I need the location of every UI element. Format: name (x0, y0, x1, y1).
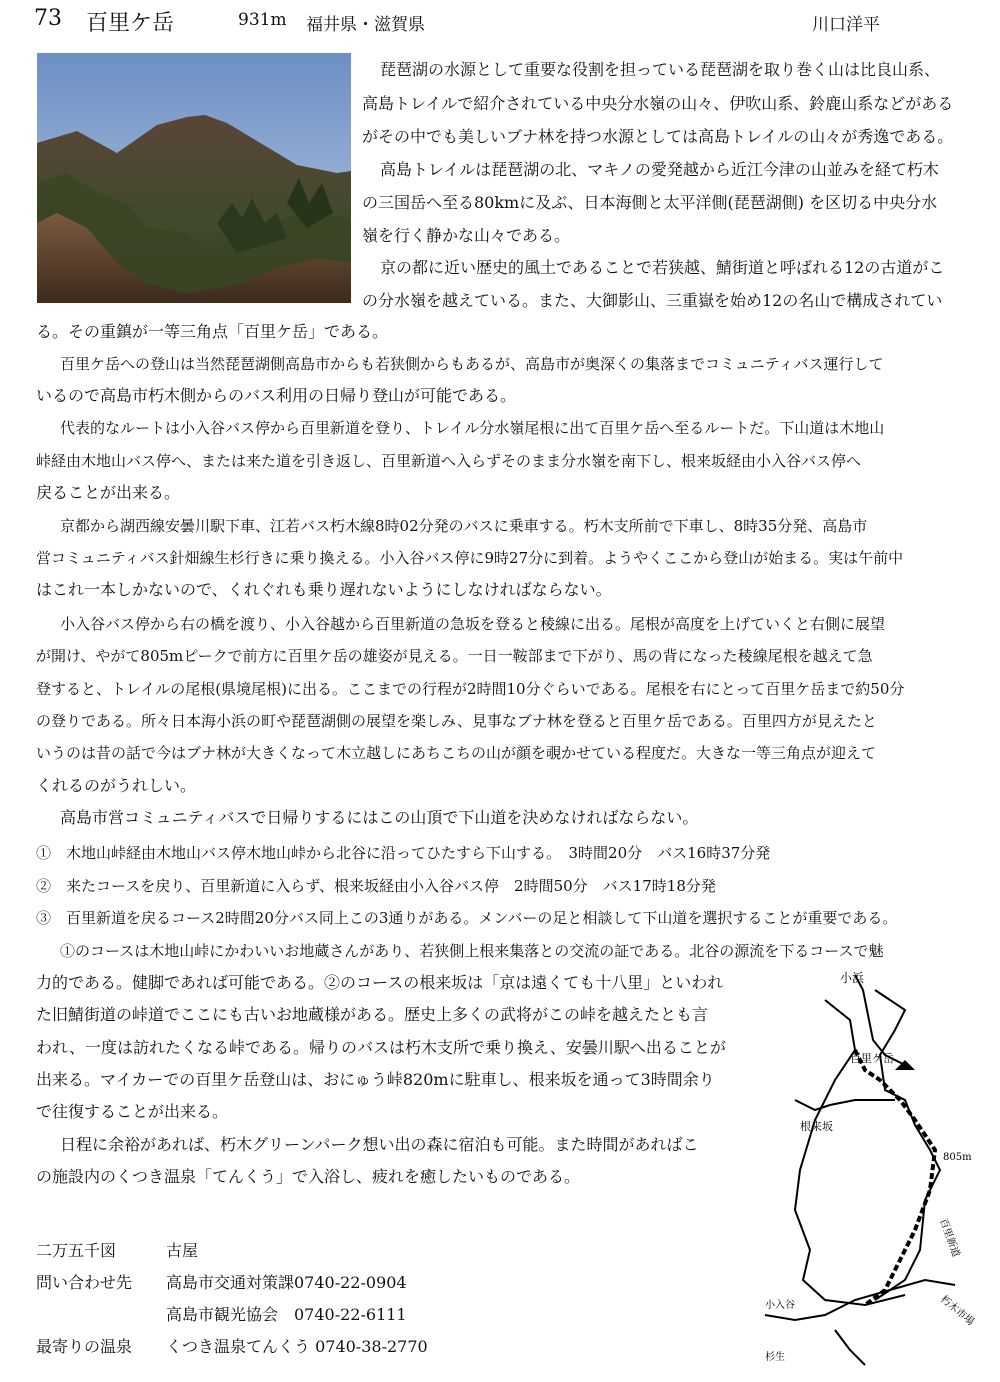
body-line: 登すると、トレイルの尾根(県境尾根)に出る。ここまでの行程が2時間10分ぐらいである。尾根を右にとって百里ケ岳まで約50分 (36, 680, 905, 698)
map-label-peak: 百里ケ岳 (850, 1052, 894, 1065)
body-line: る。その重鎮が一等三角点「百里ケ岳」である。 (36, 322, 389, 341)
body-line: 京の都に近い歴史的風土であることで若狭越、鯖街道と呼ばれる12の古道がこ (380, 258, 945, 277)
mountain-photo-image (37, 53, 351, 303)
body-line: 嶺を行く静かな山々である。 (362, 226, 571, 245)
body-line: の三国岳へ至る80kmに及ぶ、日本海側と太平洋側(琵琶湖側) を区切る中央分水 (362, 193, 938, 212)
mountain-photo (37, 53, 351, 303)
map-label-top: 小浜 (840, 971, 865, 985)
body-line: 代表的なルートは小入谷バス停から百里新道を登り、トレイル分水嶺尾根に出て百里ケ岳へ至るルートだ。下山道は木地山 (60, 419, 885, 437)
onsen-label: 最寄りの温泉 (36, 1337, 133, 1356)
body-line: ①のコースは木地山峠にかわいいお地蔵さんがあり、若狭側上根来集落との交流の証である。北谷の源流を下るコースで魅 (60, 942, 884, 960)
map-label-bus: 小入谷 (765, 1300, 795, 1311)
map-bottom-river (835, 1330, 865, 1365)
map-label-elev: 805m (943, 1152, 972, 1163)
body-line: ② 来たコースを戻り、百里新道に入らず、根来坂経由小入谷バス停 2時間50分 バス17時18分発 (36, 877, 716, 895)
contact-1: 高島市交通対策課0740-22-0904 (166, 1273, 407, 1292)
body-line: はこれ一本しかないので、くれぐれも乗り遅れないようにしなければならない。 (36, 580, 612, 599)
body-line: ③ 百里新道を戻るコース2時間20分バス同上この3通りがある。メンバーの足と相談して下山道を選択することが重要である。 (36, 909, 898, 927)
body-line: 高島トレイルで紹介されている中央分水嶺の山々、伊吹山系、鈴鹿山系などがある (362, 94, 954, 113)
body-line: 戻ることが出来る。 (36, 483, 181, 502)
body-line: くれるのがうれしい。 (36, 776, 197, 795)
mountain-name: 百里ケ岳 (86, 11, 175, 36)
body-line: 出来る。マイカーでの百里ケ岳登山は、おにゅう峠820mに駐車し、根来坂を通って3時間余り (36, 1070, 715, 1089)
body-line: の登りである。所々日本海小浜の町や琵琶湖側の展望を楽しみ、見事なブナ林を登ると百里ケ岳である。百里四方が見えたと (36, 712, 877, 730)
map-label-bottom: 杉生 (765, 1352, 785, 1363)
body-line: で往復することが出来る。 (36, 1102, 229, 1121)
map-label-town: 朽木市場 (938, 1293, 976, 1329)
body-line: 営コミュニティバス針畑線生杉行きに乗り換える。小入谷バス停に9時27分に到着。ようやくここから登山が始まる。実は午前中 (36, 549, 904, 567)
body-line: 峠経由木地山バス停へ、または来た道を引き返し、百里新道へ入らずそのまま分水嶺を南下し、根来坂経由小入谷バス停へ (36, 452, 862, 470)
body-line: 百里ケ岳への登山は当然琵琶湖側高島市からも若狭側からもあるが、高島市が奥深くの集落までコミュニティバス運行して (60, 355, 884, 373)
map-label-pass: 根来坂 (800, 1120, 833, 1133)
body-line: われ、一度は訪れたくなる峠である。帰りのバスは朽木支所で乗り換え、安曇川駅へ出ることが (36, 1038, 726, 1057)
map-label-road: 百里新道 (937, 1217, 962, 1259)
body-line: ① 木地山峠経由木地山バス停木地山峠から北谷に沿ってひたすら下山する。 3時間20分 バス16時37分発 (36, 844, 771, 862)
body-line: がその中でも美しいブナ林を持つ水源としては高島トレイルの山々が秀逸である。 (362, 127, 954, 146)
body-line: の施設内のくつき温泉「てんくう」で入浴し、疲れを癒したいものである。 (36, 1167, 581, 1186)
contact-label: 問い合わせ先 (36, 1273, 133, 1292)
route-number: 73 (34, 6, 62, 31)
route-map (755, 960, 995, 1375)
body-line: 日程に余裕があれば、朽木グリーンパーク想い出の森に宿泊も可能。また時間があればこ (60, 1135, 699, 1154)
prefectures: 福井県・滋賀県 (306, 15, 425, 35)
map-value: 古屋 (166, 1241, 199, 1260)
body-line: 琵琶湖の水源として重要な役割を担っている琵琶湖を取り巻く山は比良山系、 (380, 60, 941, 79)
map-trail-line (795, 1000, 905, 1305)
map-label: 二万五千図 (36, 1241, 117, 1260)
map-route-dashed (855, 1050, 935, 1305)
body-line: が開け、やがて805mピークで前方に百里ケ岳の雄姿が見える。一日一鞍部まで下がり、馬の背になった稜線尾根を越えて急 (36, 647, 873, 665)
body-line: いるので高島市朽木側からのバス利用の日帰り登山が可能である。 (36, 386, 517, 405)
body-line: 京都から湖西線安曇川駅下車、江若バス朽木線8時02分発のバスに乗車する。朽木支所前で下車し、8時35分発、高島市 (60, 517, 868, 535)
body-line: 力的である。健脚であれば可能である。②のコースの根来坂は「京は遠くても十八里」といわれ (36, 973, 724, 992)
body-line: いうのは昔の話で今はブナ林が大きくなって木立越しにあちこちの山が顔を覗かせている程度だ。大きな一等三角点が迎えて (36, 744, 877, 762)
contact-2: 高島市観光協会 0740-22-6111 (166, 1305, 407, 1324)
elevation: 931m (238, 10, 287, 30)
body-line: 高島市営コミュニティバスで日帰りするにはこの山頂で下山道を決めなければならない。 (60, 808, 699, 827)
body-line: の分水嶺を越えている。また、大御影山、三重嶽を始め12の名山で構成されてい (362, 291, 943, 310)
body-line: 高島トレイルは琵琶湖の北、マキノの愛発越から近江今津の山並みを経て朽木 (380, 160, 939, 179)
body-line: 小入谷バス停から右の橋を渡り、小入谷越から百里新道の急坂を登ると稜線に出る。尾根が高度を上げていくと右側に展望 (60, 615, 886, 633)
body-line: た旧鯖街道の峠道でここにも古いお地蔵様がある。歴史上多くの武将がこの峠を越えたとも言 (36, 1005, 709, 1024)
author: 川口洋平 (812, 15, 880, 35)
map-road-line (795, 1100, 895, 1110)
onsen-value: くつき温泉てんくう 0740-38-2770 (166, 1337, 428, 1356)
